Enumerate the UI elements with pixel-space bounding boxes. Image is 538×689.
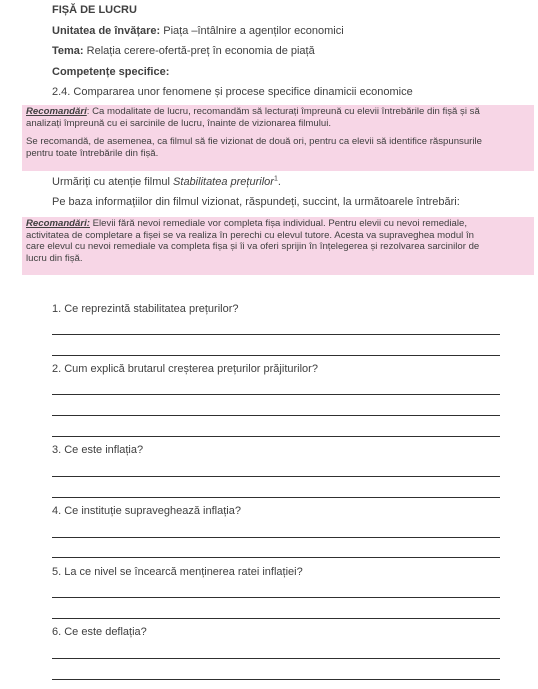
recommendation-box-1 (22, 105, 534, 171)
question-4: 4. Ce instituție supraveghează inflația? (52, 505, 241, 517)
instruction-line: Pe baza informațiilor din filmul vizionat, răspundeți, succint, la următoarele întrebări: (52, 196, 460, 208)
answer-line[interactable] (52, 334, 500, 335)
question-2: 2. Cum explică brutarul creșterea prețurilor prăjiturilor? (52, 363, 318, 375)
rec3-line1 (26, 218, 530, 230)
rec1-line2: analizați împreună cu ei sarcinile de lucru, înainte de vizionarea filmului. (26, 117, 332, 129)
topic-line (52, 44, 315, 58)
unit-label: Unitatea de învățare: (52, 25, 161, 37)
answer-line[interactable] (52, 557, 500, 558)
competence-item: 2.4. Compararea unor fenomene și procese specifice dinamicii economice (52, 86, 413, 98)
question-3: 3. Ce este inflația? (52, 444, 144, 456)
question-6: 6. Ce este deflația? (52, 626, 147, 638)
answer-line[interactable] (52, 537, 500, 538)
rec2-line2: pentru toate întrebările din fișă. (26, 147, 159, 159)
answer-line[interactable] (52, 618, 500, 619)
answer-line[interactable] (52, 415, 500, 416)
watch-before: Urmăriți cu atenție filmul (52, 176, 174, 188)
rec1-line1 (26, 106, 530, 118)
rec3-text1: Elevii fără nevoi remediale vor completa fișa individual. Pentru elevii cu nevoi remediale, (89, 218, 467, 229)
answer-line[interactable] (52, 436, 500, 437)
watch-film-line (52, 175, 281, 189)
worksheet-heading: FIȘĂ DE LUCRU (52, 4, 137, 16)
watch-after: . (277, 176, 281, 188)
answer-line[interactable] (52, 476, 500, 477)
topic-value: Relația cerere-ofertă-preț în economia de piață (83, 45, 315, 57)
rec3-line2: activitatea de completare a fișei se va realiza în perechi cu elevul tutore. Acesta va supraveghea modul în (26, 229, 474, 241)
rec2-line1: Se recomandă, de asemenea, ca filmul să fie vizionat de două ori, pentru ca elevii să identifice răspunsurile (26, 136, 482, 148)
topic-label: Tema: (52, 45, 84, 57)
competences-label: Competențe specifice: (52, 66, 170, 78)
rec3-line4: lucru din fișă. (26, 252, 83, 264)
answer-line[interactable] (52, 355, 500, 356)
film-title: Stabilitatea prețurilor (173, 176, 274, 188)
answer-line[interactable] (52, 497, 500, 498)
rec3-label: Recomandări: (26, 218, 90, 229)
answer-line[interactable] (52, 658, 500, 659)
unit-value: Piața –întâlnire a agenților economici (160, 25, 344, 37)
rec1-text1: : Ca modalitate de lucru, recomandăm să lecturați împreună cu elevii întrebările din fișă și să (86, 106, 480, 117)
rec3-line3: care elevul cu nevoi remediale va completa fișa și îi va oferi sprijin în înțelegerea și rezolvarea sarcinilor de (26, 241, 480, 253)
answer-line[interactable] (52, 679, 500, 680)
unit-line (52, 24, 344, 38)
answer-line[interactable] (52, 394, 500, 395)
question-1: 1. Ce reprezintă stabilitatea prețurilor? (52, 303, 239, 315)
footnote-ref: 1 (273, 175, 278, 183)
recommendation-box-2 (22, 217, 534, 275)
question-5: 5. La ce nivel se încearcă menținerea ratei inflației? (52, 566, 303, 578)
answer-line[interactable] (52, 597, 500, 598)
rec1-label: Recomandări (26, 106, 87, 117)
